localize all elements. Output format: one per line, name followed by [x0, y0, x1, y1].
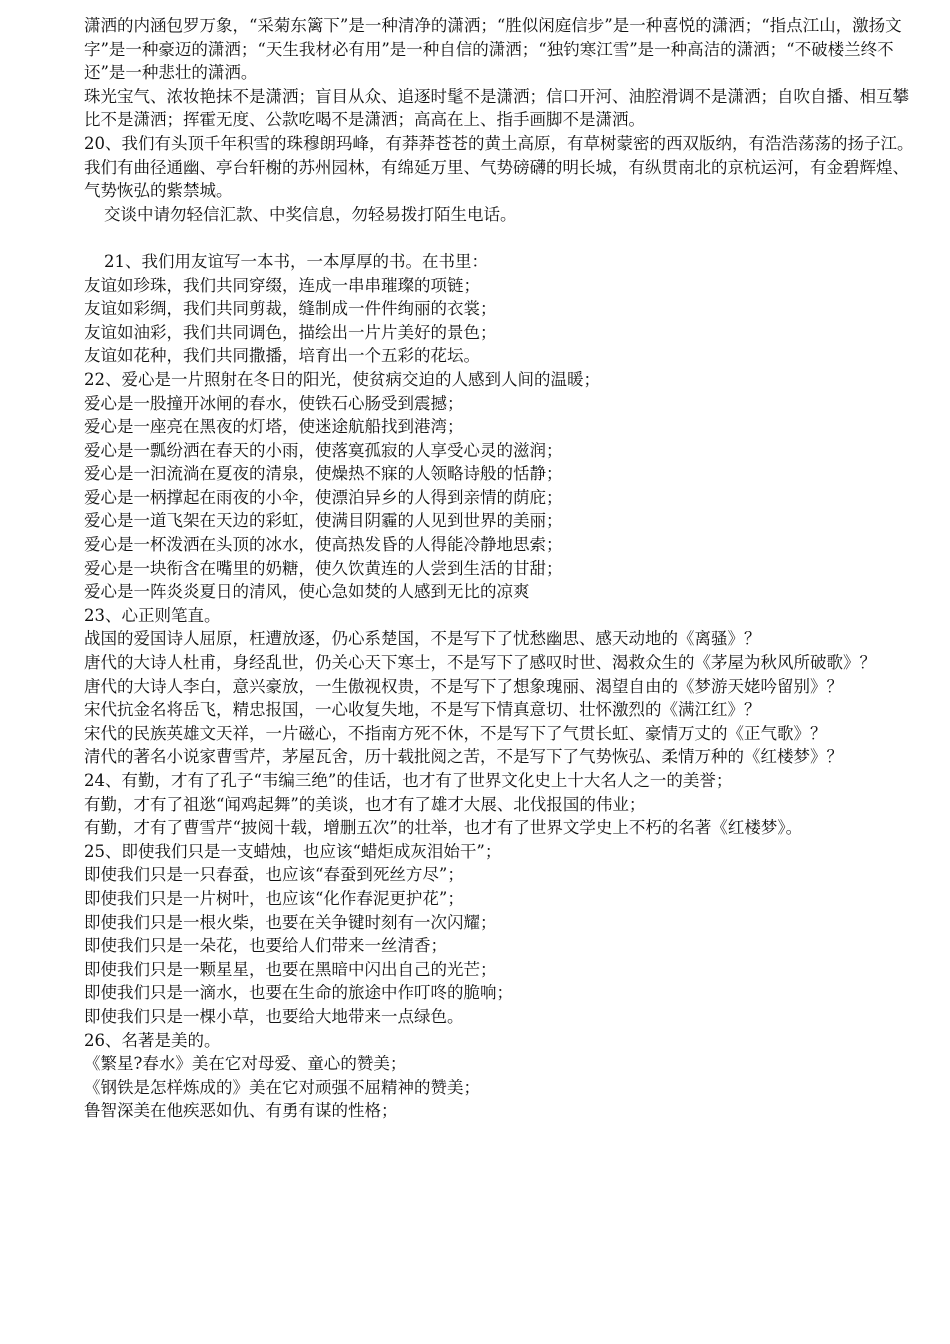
paragraph: 友谊如彩绸，我们共同剪裁，缝制成一件件绚丽的衣裳； — [84, 299, 497, 319]
paragraph: 《繁星?春水》美在它对母爱、童心的赞美； — [84, 1054, 407, 1074]
paragraph: 唐代的大诗人杜甫，身经乱世，仍关心天下寒士，不是写下了感叹时世、渴救众生的《茅屋为秋风所破歌》？ — [84, 653, 876, 673]
paragraph: 26、名著是美的。 — [84, 1030, 221, 1050]
paragraph: 战国的爱国诗人屈原，枉遭放逐，仍心系楚国，不是写下了忧愁幽思、感天动地的《离骚》？ — [84, 629, 761, 649]
paragraph: 有勤，才有了祖逖“闻鸡起舞”的美谈，也才有了雄才大展、北伐报国的伟业； — [84, 794, 646, 814]
paragraph: 即使我们只是一朵花，也要给人们带来一丝清香； — [84, 936, 447, 956]
paragraph: 交谈中请勿轻信汇款、中奖信息，勿轻易拨打陌生电话。 — [104, 204, 517, 224]
paragraph: 爱心是一杯泼洒在头顶的冰水，使高热发昏的人得能冷静地思索； — [84, 535, 563, 555]
paragraph: 25、即使我们只是一支蜡烛，也应该“蜡炬成灰泪始干”； — [84, 841, 502, 861]
paragraph: 爱心是一柄撑起在雨夜的小伞，使漂泊异乡的人得到亲情的荫庇； — [84, 487, 563, 507]
paragraph: 爱心是一道飞架在天边的彩虹，使满目阴霾的人见到世界的美丽； — [84, 511, 563, 531]
paragraph: 爱心是一块衔含在嘴里的奶糖，使久饮黄连的人尝到生活的甘甜； — [84, 558, 563, 578]
paragraph: 潇洒的内涵包罗万象，“采菊东篱下”是一种清净的潇洒；“胜似闲庭信步”是一种喜悦的潇洒；“指点江山，激扬文字”是一种豪迈的潇洒；“天生我材必有用”是一种自信的潇洒；“独钓寒江雪”是一种高洁的潇洒；“不破楼兰终不还”是一种悲壮的潇洒。 — [84, 16, 902, 83]
paragraph: 爱心是一座亮在黑夜的灯塔，使迷途航船找到港湾； — [84, 417, 464, 437]
paragraph: 20、我们有头顶千年积雪的珠穆朗玛峰，有莽莽苍苍的黄土高原，有草树蒙密的西双版纳，有浩浩荡荡的扬子江。 — [84, 133, 914, 153]
paragraph: 即使我们只是一根火柴，也要在关争键时刻有一次闪耀； — [84, 912, 497, 932]
paragraph: 23、心正则笔直。 — [84, 605, 221, 625]
paragraph: 友谊如花种，我们共同撒播，培育出一个五彩的花坛。 — [84, 346, 480, 366]
paragraph: 即使我们只是一只春蚕，也应该“春蚕到死丝方尽”； — [84, 865, 464, 885]
paragraph: 唐代的大诗人李白，意兴豪放，一生傲视权贵，不是写下了想象瑰丽、渴望自由的《梦游天姥吟留别》？ — [84, 676, 843, 696]
paragraph: 珠光宝气、浓妆艳抹不是潇洒；盲目从众、追逐时髦不是潇洒；信口开河、油腔滑调不是潇洒；自吹自播、相互攀比不是潇洒；挥霍无度、公款吃喝不是潇洒；高高在上、指手画脚不是潇洒。 — [84, 86, 909, 130]
paragraph: 24、有勤，才有了孔子“韦编三绝”的佳话，也才有了世界文化史上十大名人之一的美誉； — [84, 771, 733, 790]
paragraph: 《钢铁是怎样炼成的》美在它对顽强不屈精神的赞美； — [84, 1077, 480, 1097]
paragraph: 我们有曲径通幽、亭台轩榭的苏州园林，有绵延万里、气势磅礴的明长城，有纵贯南北的京杭运河，有金碧辉煌、气势恢弘的紫禁城。 — [84, 157, 909, 201]
paragraph: 爱心是一瓢纷洒在春天的小雨，使落寞孤寂的人享受心灵的滋润； — [84, 440, 563, 460]
paragraph: 鲁智深美在他疾恶如仇、有勇有谋的性格； — [84, 1101, 398, 1121]
paragraph: 21、我们用友谊写一本书，一本厚厚的书。在书里： — [104, 251, 488, 271]
paragraph: 即使我们只是一片树叶，也应该“化作春泥更护花”； — [84, 888, 464, 908]
paragraph: 即使我们只是一颗星星，也要在黑暗中闪出自己的光芒； — [84, 959, 497, 979]
paragraph: 爱心是一股撞开冰闸的春水，使铁石心肠受到震撼； — [84, 393, 464, 413]
paragraph: 有勤，才有了曹雪芹“披阅十载，增删五次”的壮举，也才有了世界文学史上不朽的名著《红楼梦》。 — [84, 818, 803, 838]
paragraph: 友谊如珍珠，我们共同穿缀，连成一串串璀璨的项链； — [84, 275, 480, 295]
paragraph: 即使我们只是一滴水，也要在生命的旅途中作叮咚的脆响； — [84, 983, 513, 1003]
paragraph: 宋代抗金名将岳飞，精忠报国，一心收复失地，不是写下情真意切、壮怀激烈的《满江红》？ — [84, 700, 761, 720]
paragraph: 清代的著名小说家曹雪芹，茅屋瓦舍，历十载批阅之苦，不是写下了气势恢弘、柔情万种的《红楼梦》？ — [84, 747, 843, 767]
paragraph: 爱心是一汩流淌在夏夜的清泉，使燥热不寐的人领略诗般的恬静； — [84, 464, 563, 484]
paragraph: 宋代的民族英雄文天祥，一片磁心，不指南方死不休，不是写下了气贯长虹、豪情万丈的《正气歌》？ — [84, 723, 827, 743]
paragraph: 22、爱心是一片照射在冬日的阳光，使贫病交迫的人感到人间的温暖； — [84, 369, 600, 389]
paragraph: 爱心是一阵炎炎夏日的清风，使心急如焚的人感到无比的凉爽 — [84, 582, 530, 602]
paragraph: 友谊如油彩，我们共同调色，描绘出一片片美好的景色； — [84, 322, 497, 342]
document-page — [56, 14, 916, 1123]
blank-line — [56, 226, 916, 250]
paragraph: 即使我们只是一棵小草，也要给大地带来一点绿色。 — [84, 1006, 464, 1026]
